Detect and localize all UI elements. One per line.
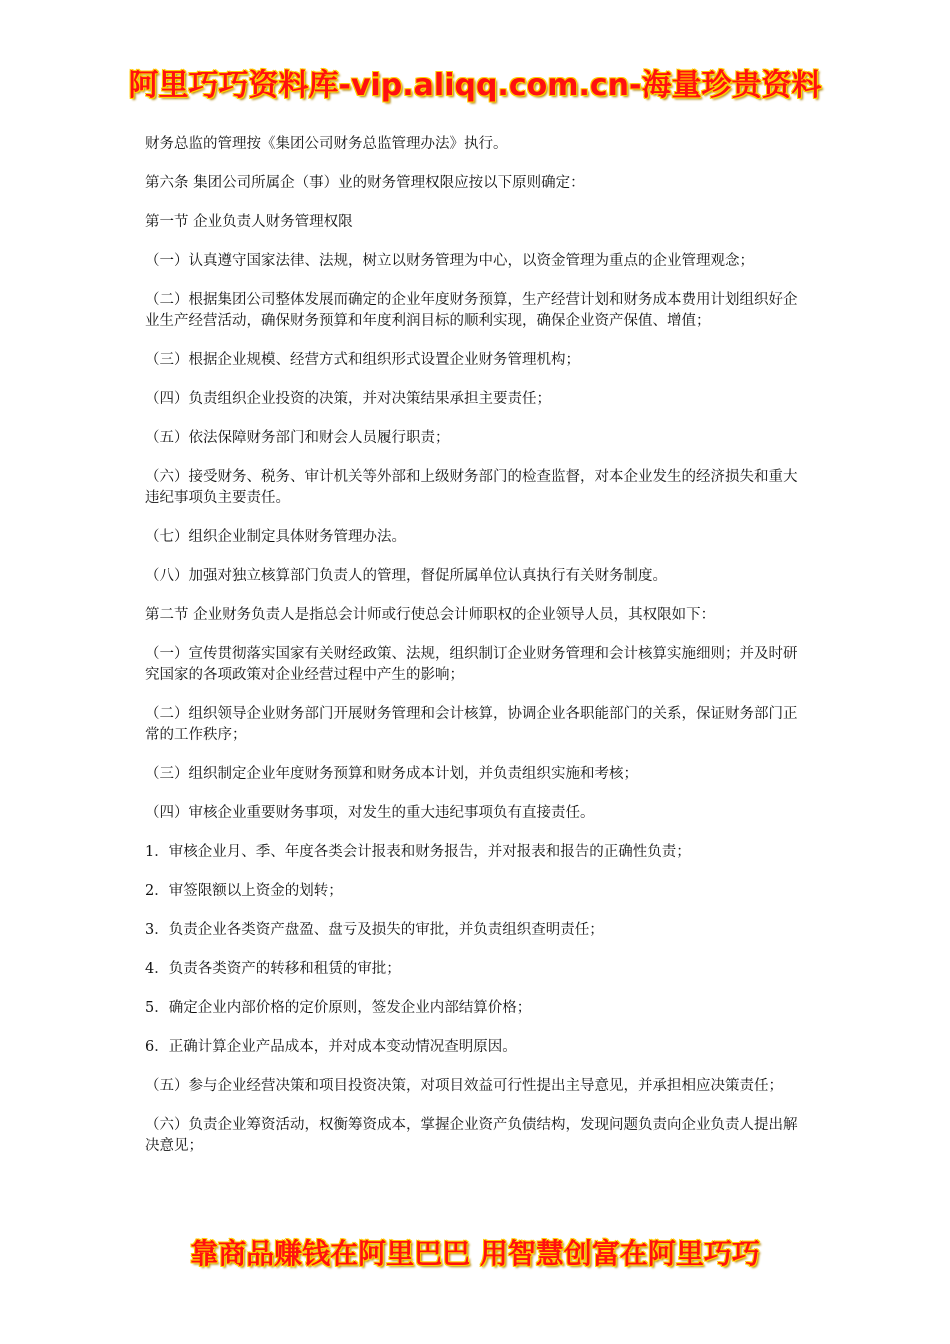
paragraph: 第六条 集团公司所属企（事）业的财务管理权限应按以下原则确定： <box>145 175 585 191</box>
paragraph: （三）组织制定企业年度财务预算和财务成本计划，并负责组织实施和考核； <box>145 766 638 782</box>
footer-banner: 靠商品赚钱在阿里巴巴 用智慧创富在阿里巧巧 <box>190 1237 760 1270</box>
paragraph: （八）加强对独立核算部门负责人的管理，督促所属单位认真执行有关财务制度。 <box>145 568 667 584</box>
paragraph: （四）负责组织企业投资的决策，并对决策结果承担主要责任； <box>145 391 551 407</box>
paragraph: （二）根据集团公司整体发展而确定的企业年度财务预算，生产经营计划和财务成本费用计划组织好企业生产经营活动，确保财务预算和年度利润目标的顺利实现，确保企业资产保值、增值； <box>145 292 798 329</box>
list-item: 4．负责各类资产的转移和租赁的审批； <box>145 961 401 977</box>
list-item: 1．审核企业月、季、年度各类会计报表和财务报告，并对报表和报告的正确性负责； <box>145 844 691 860</box>
section-heading: 第二节 企业财务负责人是指总会计师或行使总会计师职权的企业领导人员，其权限如下： <box>145 607 716 623</box>
paragraph: （四）审核企业重要财务事项，对发生的重大违纪事项负有直接责任。 <box>145 805 595 821</box>
paragraph: （一）认真遵守国家法律、法规，树立以财务管理为中心，以资金管理为重点的企业管理观念； <box>145 253 754 269</box>
list-item: 5．确定企业内部价格的定价原则，签发企业内部结算价格； <box>145 1000 532 1016</box>
section-heading: 第一节 企业负责人财务管理权限 <box>145 214 353 230</box>
header-banner: 阿里巧巧资料库-vip.aliqq.com.cn-海量珍贵资料 <box>128 68 822 103</box>
paragraph: （三）根据企业规模、经营方式和组织形式设置企业财务管理机构； <box>145 352 580 368</box>
list-item: 6．正确计算企业产品成本，并对成本变动情况查明原因。 <box>145 1039 517 1055</box>
paragraph: （七）组织企业制定具体财务管理办法。 <box>145 529 406 545</box>
list-item: 2．审签限额以上资金的划转； <box>145 883 343 899</box>
paragraph: 财务总监的管理按《集团公司财务总监管理办法》执行。 <box>145 136 508 152</box>
paragraph: （一）宣传贯彻落实国家有关财经政策、法规，组织制订企业财务管理和会计核算实施细则；并及时研究国家的各项政策对企业经营过程中产生的影响； <box>145 646 798 683</box>
document-body <box>145 134 810 1175</box>
paragraph: （五）依法保障财务部门和财会人员履行职责； <box>145 430 450 446</box>
paragraph: （六）负责企业筹资活动，权衡筹资成本，掌握企业资产负债结构，发现问题负责向企业负责人提出解决意见； <box>145 1117 798 1154</box>
paragraph: （六）接受财务、税务、审计机关等外部和上级财务部门的检查监督，对本企业发生的经济损失和重大违纪事项负主要责任。 <box>145 469 798 506</box>
paragraph: （二）组织领导企业财务部门开展财务管理和会计核算，协调企业各职能部门的关系，保证财务部门正常的工作秩序； <box>145 706 798 743</box>
paragraph: （五）参与企业经营决策和项目投资决策，对项目效益可行性提出主导意见，并承担相应决策责任； <box>145 1078 783 1094</box>
list-item: 3．负责企业各类资产盘盈、盘亏及损失的审批，并负责组织查明责任； <box>145 922 604 938</box>
